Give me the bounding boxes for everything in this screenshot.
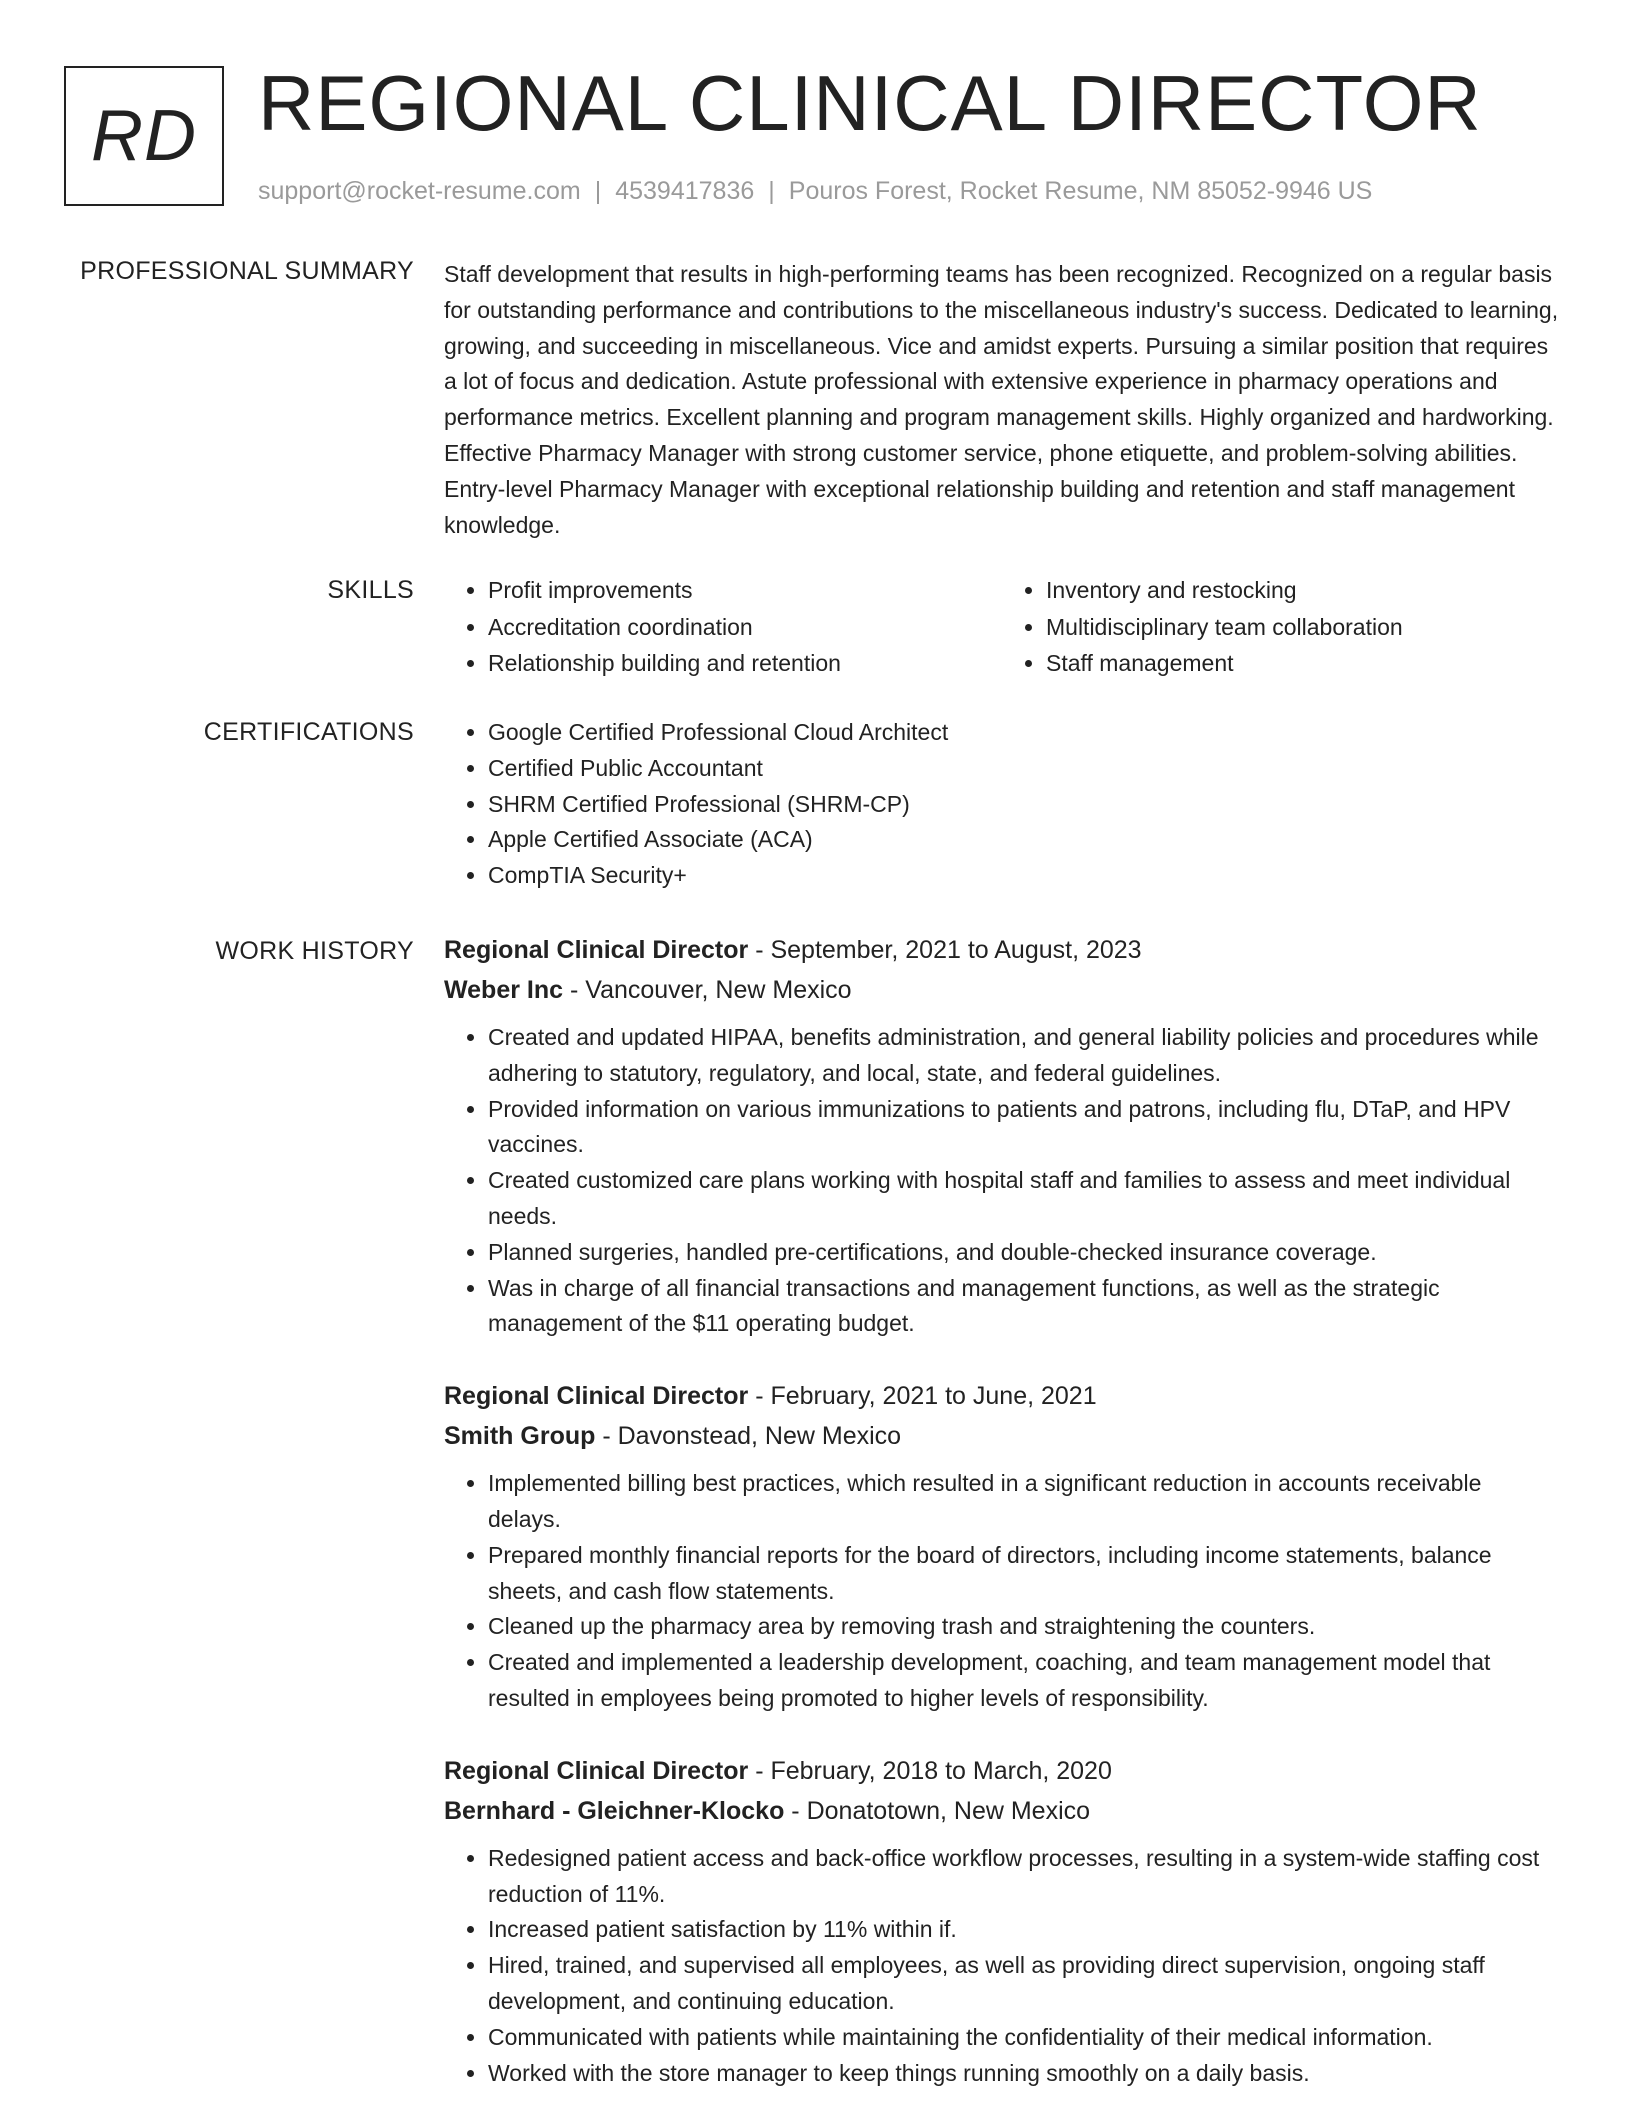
list-item: • Provided information on various immunizations to patients and patrons, including flu, DTaP, and HPV vaccines. (488, 1092, 1560, 1164)
summary-text: Staff development that results in high-performing teams has been recognized. Recognized on a regular basis for outstanding performance and contributions to the miscellaneous industry's success. Dedicated to learning, growing, and succeeding in miscellaneous. Vice and amidst experts. Pursuing a similar position that requires a lot of focus and dedication. Astute professional with extensive experience in pharmacy operations and performance metrics. Excellent planning and program management skills. Highly organized and hardworking. Effective Pharmacy Manager with strong customer service, phone etiquette, and problem-solving abilities. Entry-level Pharmacy Manager with exceptional relationship building and retention and staff management knowledge. (444, 261, 1559, 538)
job-title-line (444, 1751, 1560, 1791)
job-company-line (444, 1791, 1560, 1831)
certifications-heading: CERTIFICATIONS (203, 718, 414, 746)
job-company-line (444, 1416, 1560, 1456)
job-dates: - February, 2021 to June, 2021 (748, 1382, 1097, 1411)
list-item: • Google Certified Professional Cloud Architect (488, 715, 1560, 751)
job-company: Bernhard - Gleichner-Klocko (444, 1796, 785, 1825)
list-item: • Apple Certified Associate (ACA) (488, 822, 1560, 858)
work-history-heading: WORK HISTORY (215, 937, 414, 965)
list-item: • Relationship building and retention (488, 645, 1002, 682)
resume-title: REGIONAL CLINICAL DIRECTOR (258, 59, 1482, 147)
list-item: • Inventory and restocking (1046, 572, 1560, 609)
list-item: • Implemented billing best practices, which resulted in a significant reduction in accounts receivable delays. (488, 1466, 1560, 1538)
list-item: • Created and updated HIPAA, benefits administration, and general liability policies and procedures while adhering to statutory, regulatory, and local, state, and federal guidelines. (488, 1020, 1560, 1092)
list-item: • Multidisciplinary team collaboration (1046, 609, 1560, 646)
job-company: Smith Group (444, 1422, 596, 1451)
skills-body (444, 572, 1560, 682)
job-title: Regional Clinical Director (444, 1382, 749, 1411)
job-entry (444, 930, 1560, 1342)
list-item: • Certified Public Accountant (488, 751, 1560, 787)
skills-list-left (444, 572, 1002, 682)
contact-phone: 4539417836 (615, 177, 755, 205)
job-entry (444, 1751, 1560, 2092)
job-title: Regional Clinical Director (444, 1756, 749, 1785)
list-item: • Accreditation coordination (488, 609, 1002, 646)
list-item: • Worked with the store manager to keep things running smoothly on a daily basis. (488, 2056, 1560, 2092)
job-location: - Vancouver, New Mexico (563, 976, 852, 1004)
work-history-body (444, 930, 1560, 2125)
job-title-line (444, 930, 1560, 970)
job-company: Weber Inc (444, 976, 564, 1004)
list-item: • Increased patient satisfaction by 11% within if. (488, 1912, 1560, 1948)
contact-line (258, 176, 1372, 206)
list-item: • Created and implemented a leadership development, coaching, and team management model that resulted in employees being promoted to higher levels of responsibility. (488, 1645, 1560, 1717)
job-dates: - September, 2021 to August, 2023 (748, 936, 1142, 964)
job-entry (444, 1376, 1560, 1717)
contact-address: Pouros Forest, Rocket Resume, NM 85052-9946 US (788, 177, 1373, 205)
list-item: • CompTIA Security+ (488, 858, 1560, 894)
list-item: • Staff management (1046, 645, 1560, 682)
job-dates: - February, 2018 to March, 2020 (748, 1756, 1112, 1785)
job-bullets (444, 1020, 1560, 1342)
list-item: • Profit improvements (488, 572, 1002, 609)
job-title: Regional Clinical Director (444, 936, 749, 964)
list-item: • Hired, trained, and supervised all employees, as well as providing direct supervision, ongoing staff development, and continuing education. (488, 1948, 1560, 2020)
list-item: • SHRM Certified Professional (SHRM-CP) (488, 787, 1560, 823)
job-location: - Donatotown, New Mexico (784, 1796, 1091, 1825)
list-item: • Cleaned up the pharmacy area by removing trash and straightening the counters. (488, 1609, 1560, 1645)
summary-body (444, 257, 1560, 543)
job-bullets (444, 1841, 1560, 2092)
certifications-body (444, 715, 1560, 894)
list-item: • Planned surgeries, handled pre-certifications, and double-checked insurance coverage. (488, 1235, 1560, 1271)
list-item: • Redesigned patient access and back-office workflow processes, resulting in a system-wide staffing cost reduction of 11%. (488, 1841, 1560, 1913)
list-item: • Prepared monthly financial reports for the board of directors, including income statements, balance sheets, and cash flow statements. (488, 1538, 1560, 1610)
list-item: • Was in charge of all financial transactions and management functions, as well as the strategic management of the $11 operating budget. (488, 1271, 1560, 1343)
summary-heading: PROFESSIONAL SUMMARY (80, 257, 414, 285)
contact-email: support@rocket-resume.com (258, 177, 581, 205)
contact-separator: | (768, 177, 775, 205)
list-item: • Communicated with patients while maintaining the confidentiality of their medical information. (488, 2020, 1560, 2056)
certifications-list (444, 715, 1560, 894)
skills-heading: SKILLS (327, 576, 414, 604)
job-location: - Davonstead, New Mexico (595, 1422, 902, 1451)
monogram-badge: RD (64, 66, 224, 206)
job-company-line (444, 970, 1560, 1010)
job-bullets (444, 1466, 1560, 1717)
list-item: • Created customized care plans working with hospital staff and families to assess and meet individual needs. (488, 1163, 1560, 1235)
contact-separator: | (594, 177, 602, 205)
skills-list-right (1002, 572, 1560, 682)
job-title-line (444, 1376, 1560, 1416)
